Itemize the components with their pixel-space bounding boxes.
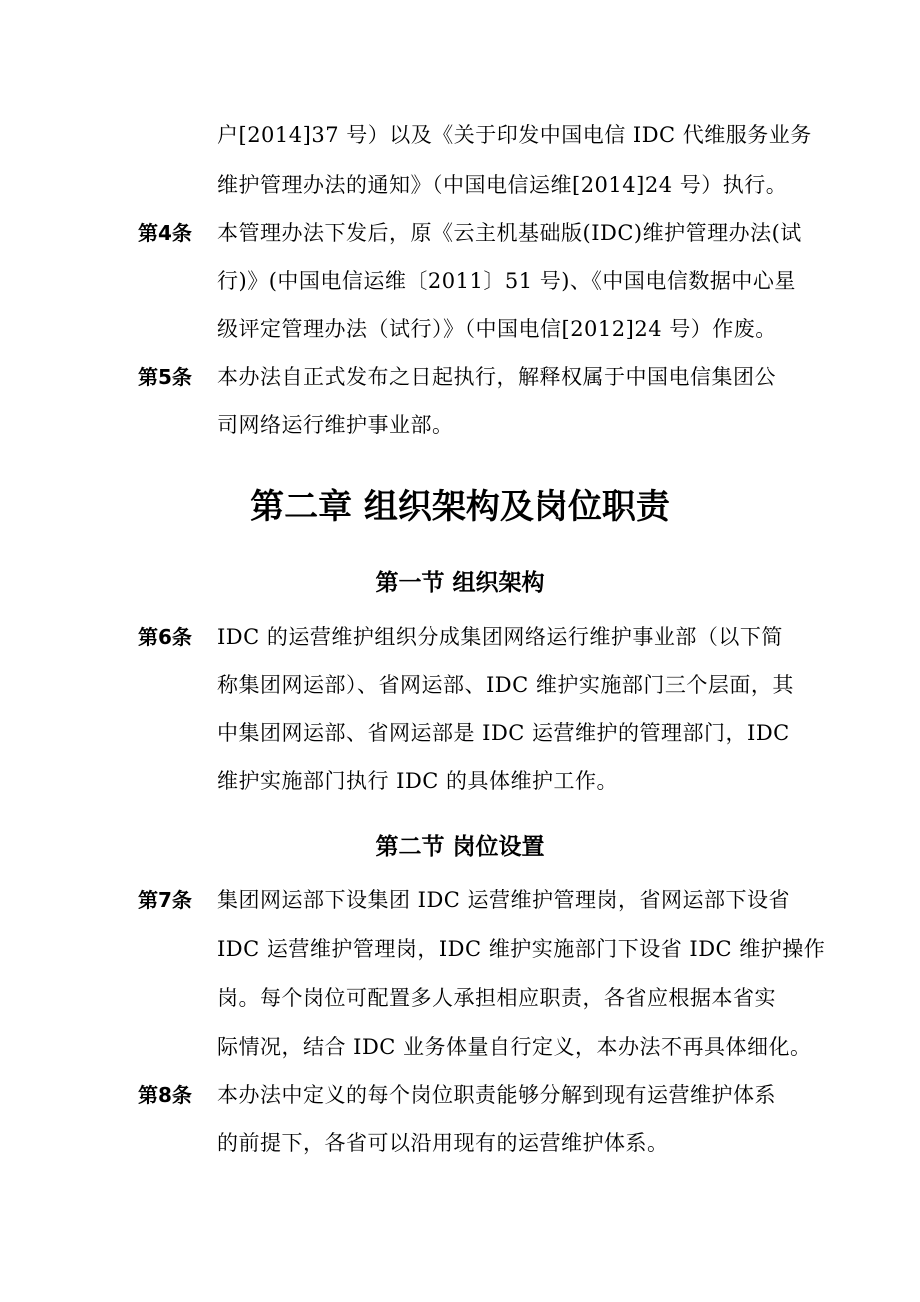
article-line: 称集团网运部）、省网运部、IDC 维护实施部门三个层面，其 xyxy=(217,673,794,697)
article-line: 本管理办法下发后，原《云主机基础版(IDC)维护管理办法(试 xyxy=(217,221,802,245)
article-line: 集团网运部下设集团 IDC 运营维护管理岗，省网运部下设省 xyxy=(217,888,791,912)
article-line: 司网络运行维护事业部。 xyxy=(217,413,454,437)
section-title: 第一节 组织架构 xyxy=(375,570,545,596)
article-line: 行)》(中国电信运维〔2011〕51 号)、《中国电信数据中心星 xyxy=(217,269,796,293)
article-line: 本办法中定义的每个岗位职责能够分解到现有运营维护体系 xyxy=(217,1083,776,1107)
article-line: 本办法自正式发布之日起执行，解释权属于中国电信集团公 xyxy=(217,365,776,389)
article-line: 中集团网运部、省网运部是 IDC 运营维护的管理部门，IDC xyxy=(217,721,790,745)
continuation-line: 户[2014]37 号）以及《关于印发中国电信 IDC 代维服务业务 xyxy=(217,123,812,147)
article-label: 第6条 xyxy=(138,625,192,649)
continuation-line: 维护管理办法的通知》（中国电信运维[2014]24 号）执行。 xyxy=(217,173,788,197)
article-line: 维护实施部门执行 IDC 的具体维护工作。 xyxy=(217,769,619,793)
article-line: IDC 运营维护管理岗，IDC 维护实施部门下设省 IDC 维护操作 xyxy=(217,937,826,961)
article-line: 岗。每个岗位可配置多人承担相应职责，各省应根据本省实 xyxy=(217,986,776,1010)
article-label: 第8条 xyxy=(138,1083,192,1107)
section-title: 第二节 岗位设置 xyxy=(375,834,545,860)
chapter-title: 第二章 组织架构及岗位职责 xyxy=(250,487,670,527)
article-label: 第4条 xyxy=(138,221,192,245)
article-line: IDC 的运营维护组织分成集团网络运行维护事业部（以下简 xyxy=(217,625,783,649)
article-line: 级评定管理办法（试行）》（中国电信[2012]24 号）作废。 xyxy=(217,317,777,341)
article-label: 第5条 xyxy=(138,365,192,389)
article-line: 的前提下，各省可以沿用现有的运营维护体系。 xyxy=(217,1131,669,1155)
article-label: 第7条 xyxy=(138,888,192,912)
article-line: 际情况，结合 IDC 业务体量自行定义，本办法不再具体细化。 xyxy=(217,1035,812,1059)
